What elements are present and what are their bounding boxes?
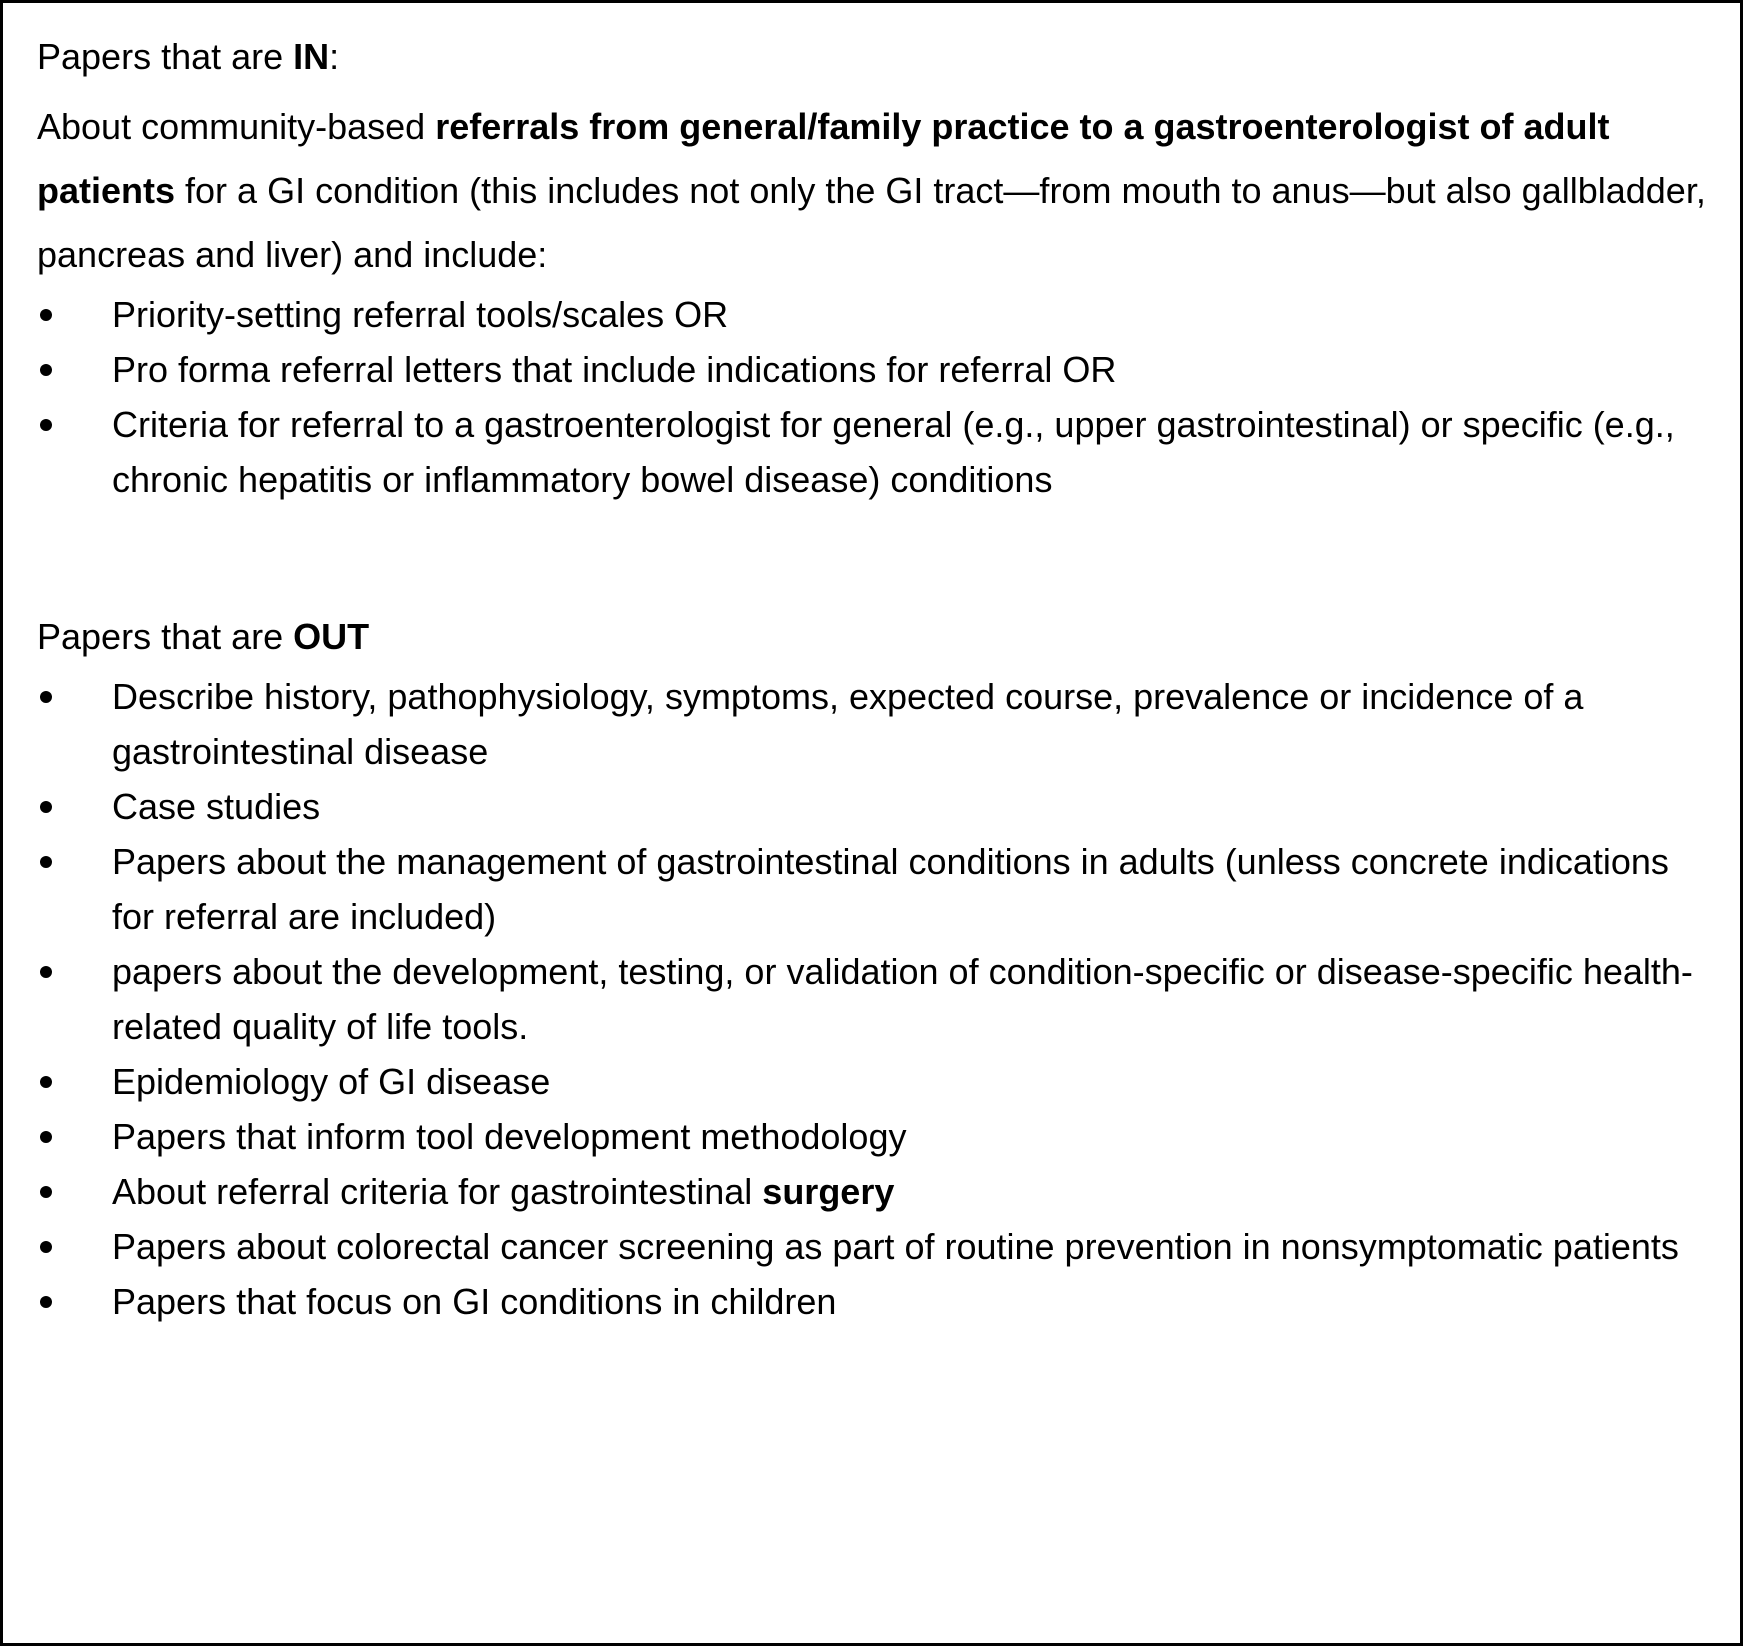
list-item-text: Priority-setting referral tools/scales OR [112,294,729,335]
out-criteria-list [37,669,1717,1329]
in-heading-suffix: : [329,36,340,77]
bullet-icon [40,1076,52,1088]
bullet-icon [40,1241,52,1253]
bullet-icon [40,1186,52,1198]
in-intro-prefix: About community-based [37,106,436,147]
bullet-icon [40,801,52,813]
list-item-text: Papers that inform tool development methodology [112,1116,907,1157]
list-item [37,1054,1717,1109]
list-item [37,944,1717,1054]
bullet-icon [40,1131,52,1143]
list-item-text: Case studies [112,786,321,827]
list-item [37,779,1717,834]
criteria-content [37,25,1717,1329]
out-heading-prefix: Papers that are [37,616,294,657]
list-item [37,1109,1717,1164]
out-heading [37,605,1717,669]
list-item [37,287,1717,342]
bullet-icon [40,691,52,703]
in-intro-bold: referrals from general/family practice to a gastroenterologist of adult patients [37,106,1610,211]
in-intro-paragraph [37,95,1717,287]
list-item-text: Papers about the management of gastrointestinal conditions in adults (unless concrete indications for referral are included) [112,841,1669,937]
in-heading-bold: IN [293,36,330,77]
list-item-text: Describe history, pathophysiology, symptoms, expected course, prevalence or incidence of a gastrointestinal disease [112,676,1584,772]
list-item-text: Papers about colorectal cancer screening as part of routine prevention in nonsymptomatic patients [112,1226,1679,1267]
list-item [37,342,1717,397]
list-item-bold-text: surgery [762,1171,895,1212]
bullet-icon [40,966,52,978]
bullet-icon [40,1296,52,1308]
in-heading-prefix: Papers that are [37,36,294,77]
list-item [37,1164,1717,1219]
list-item-text: Pro forma referral letters that include indications for referral OR [112,349,1117,390]
in-heading [37,25,1717,89]
list-item [37,669,1717,779]
list-item [37,1274,1717,1329]
bullet-icon [40,856,52,868]
list-item-text: Papers that focus on GI conditions in children [112,1281,837,1322]
bullet-icon [40,364,52,376]
out-heading-bold: OUT [293,616,370,657]
in-intro-suffix: for a GI condition (this includes not only the GI tract—from mouth to anus—but also gallbladder, pancreas and liver) and include: [37,170,1706,275]
list-item-text: papers about the development, testing, or validation of condition-specific or disease-specific health-related quality of life tools. [112,951,1693,1047]
list-item-text: Epidemiology of GI disease [112,1061,551,1102]
in-criteria-list [37,287,1717,507]
list-item-text: Criteria for referral to a gastroenterologist for general (e.g., upper gastrointestinal) or specific (e.g., chronic hepatitis or inflammatory bowel disease) conditions [112,404,1675,500]
list-item [37,1219,1717,1274]
list-item [37,397,1717,507]
list-item-text: About referral criteria for gastrointestinal [112,1171,763,1212]
list-item [37,834,1717,944]
bullet-icon [40,309,52,321]
bullet-icon [40,419,52,431]
